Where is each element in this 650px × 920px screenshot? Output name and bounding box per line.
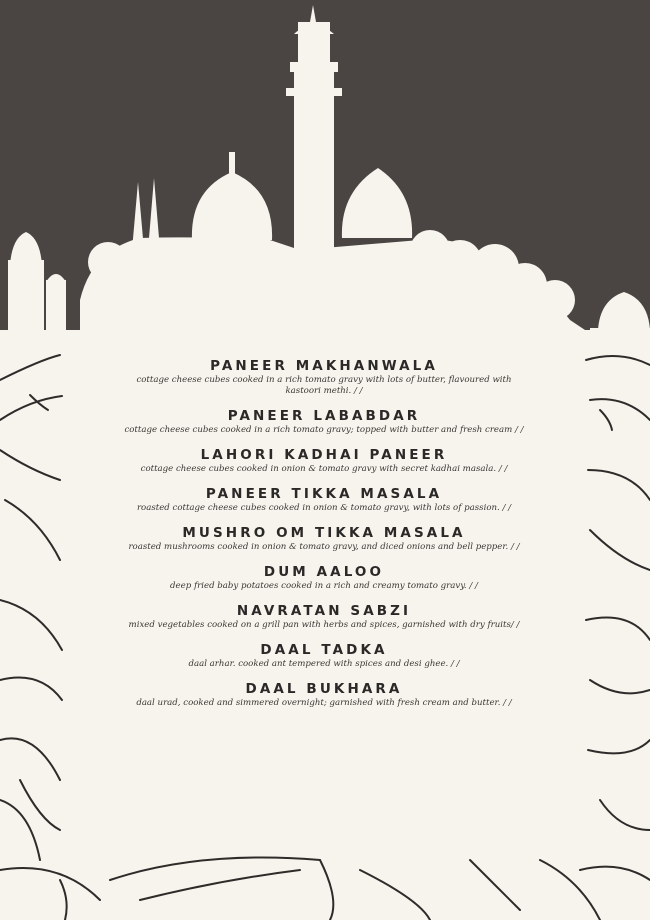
dish-name: PANEER LABABDAR <box>227 408 421 424</box>
dish-description: cottage cheese cubes cooked in a rich tomato gravy; topped with butter and fresh cream / / <box>124 425 524 435</box>
menu-item <box>64 564 584 592</box>
dish-name: DAAL BUKHARA <box>245 681 403 697</box>
menu-item <box>64 408 584 436</box>
menu-item <box>64 447 584 475</box>
dish-name: PANEER MAKHANWALA <box>210 358 438 374</box>
menu-item <box>64 525 584 553</box>
dish-name: MUSHRO OM TIKKA MASALA <box>182 525 466 541</box>
menu-item <box>64 603 584 631</box>
menu-list <box>64 358 584 720</box>
dish-name: NAVRATAN SABZI <box>236 603 412 619</box>
leaf-lineart-bottom <box>0 858 650 920</box>
menu-item <box>64 642 584 670</box>
dish-description: deep fried baby potatoes cooked in a rich and creamy tomato gravy. / / <box>170 581 478 591</box>
menu-item <box>64 358 584 397</box>
dish-description: cottage cheese cubes cooked in onion & tomato gravy with secret kadhai masala. / / <box>140 464 508 474</box>
dish-description: roasted cottage cheese cubes cooked in onion & tomato gravy, with lots of passion. / / <box>136 503 512 513</box>
menu-item <box>64 681 584 709</box>
dish-description: daal urad, cooked and simmered overnight; garnished with fresh cream and butter. / / <box>136 698 512 708</box>
leaf-lineart-right <box>586 356 650 830</box>
menu-item <box>64 486 584 514</box>
dish-name: PANEER TIKKA MASALA <box>205 486 443 502</box>
dish-name: LAHORI KADHAI PANEER <box>200 447 448 463</box>
dish-description: mixed vegetables cooked on a grill pan with herbs and spices, garnished with dry fruits/ / <box>128 620 520 630</box>
dish-name: DUM AALOO <box>263 564 385 580</box>
dish-description: daal arhar. cooked ant tempered with spices and desi ghee. / / <box>188 659 460 669</box>
dish-name: DAAL TADKA <box>260 642 388 658</box>
dish-description: roasted mushrooms cooked in onion & tomato gravy, and diced onions and bell pepper. / / <box>128 542 520 552</box>
dish-description: cottage cheese cubes cooked in a rich tomato gravy with lots of butter, flavoured with kastoori methi. / / <box>136 375 512 396</box>
leaf-lineart-left <box>0 355 62 860</box>
